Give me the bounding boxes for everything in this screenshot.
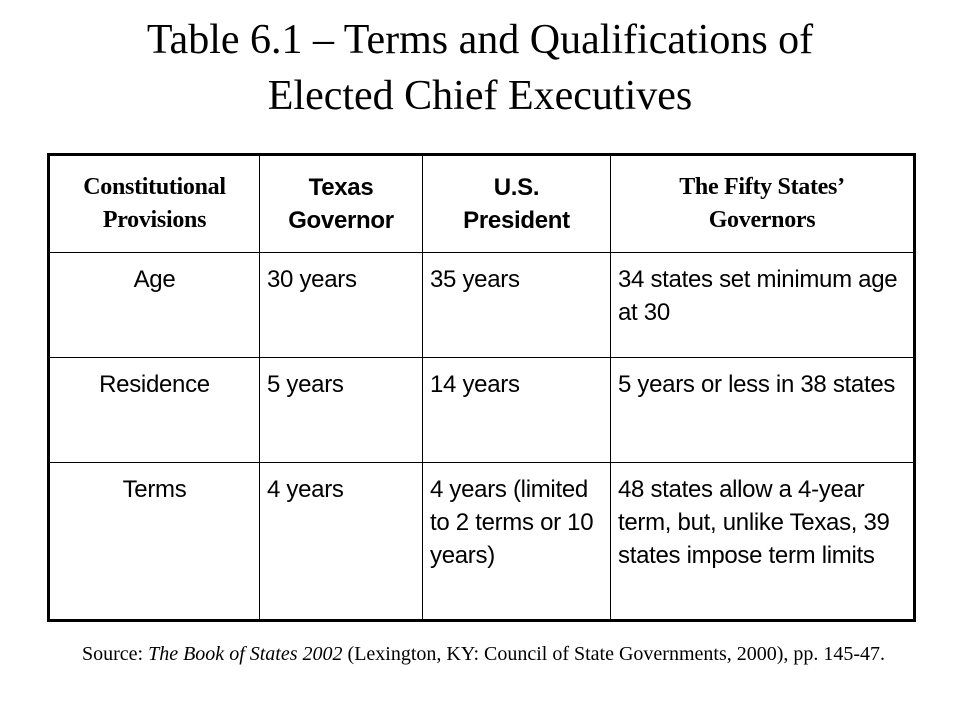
header-us-president: U.S. President — [423, 155, 611, 253]
table-row-terms — [49, 463, 915, 621]
table-row-residence — [49, 358, 915, 463]
cell-president: 14 years — [423, 358, 611, 463]
source-book-title: The Book of States 2002 — [148, 643, 343, 665]
cell-president: 4 years (limited to 2 terms or 10 years) — [423, 463, 611, 621]
cell-states: 34 states set minimum age at 30 — [611, 253, 915, 358]
qualifications-table — [47, 153, 916, 622]
title-line-2: Elected Chief Executives — [267, 73, 693, 119]
cell-states: 48 states allow a 4-year term, but, unlike Texas, 39 states impose term limits — [611, 463, 915, 621]
source-details: (Lexington, KY: Council of State Governments, 2000), pp. 145-47. — [342, 643, 886, 665]
title-line-1: Table 6.1 – Terms and Qualifications of — [146, 17, 814, 63]
row-label: Residence — [49, 358, 260, 463]
row-label: Age — [49, 253, 260, 358]
cell-states: 5 years or less in 38 states — [611, 358, 915, 463]
cell-texas: 5 years — [260, 358, 423, 463]
row-label: Terms — [49, 463, 260, 621]
table-row-age — [49, 253, 915, 358]
header-constitutional-provisions: Constitutional Provisions — [49, 155, 260, 253]
header-texas-governor: Texas Governor — [260, 155, 423, 253]
qualifications-table-container — [47, 153, 913, 622]
cell-texas: 30 years — [260, 253, 423, 358]
cell-texas: 4 years — [260, 463, 423, 621]
table-header-row — [49, 155, 915, 253]
source-citation — [82, 638, 902, 671]
cell-president: 35 years — [423, 253, 611, 358]
slide-title — [0, 12, 960, 124]
source-prefix: Source: — [82, 643, 149, 665]
header-fifty-states-governors: The Fifty States’ Governors — [611, 155, 915, 253]
